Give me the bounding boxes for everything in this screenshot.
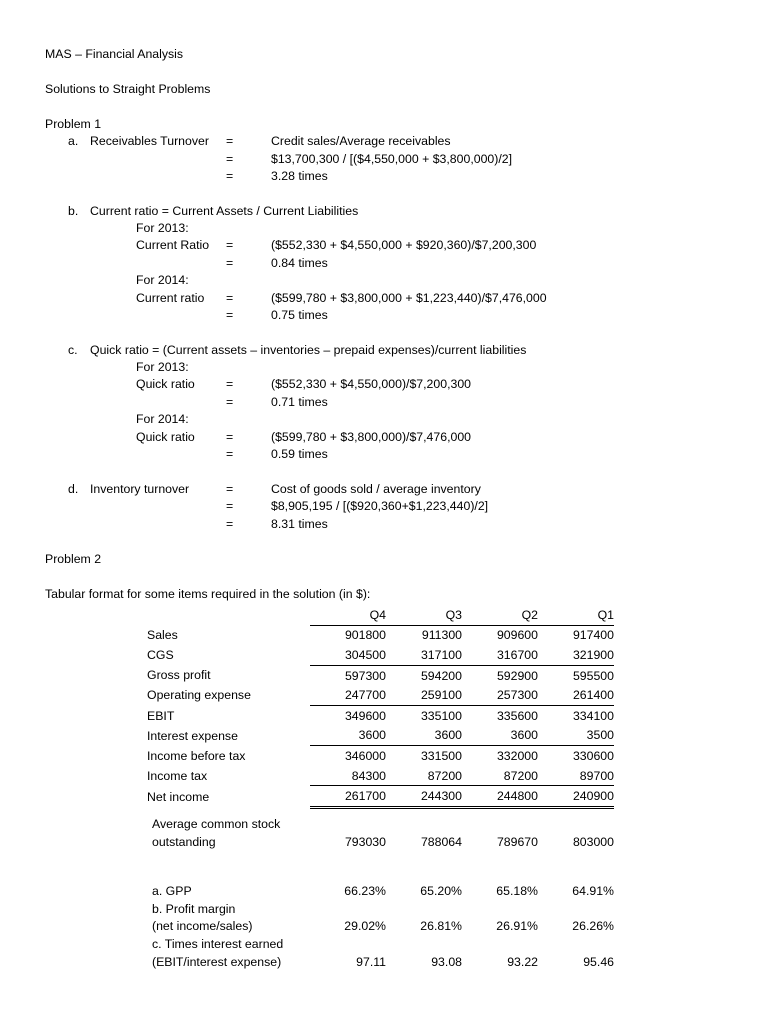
ratio-profit-margin-label-2: (net income/sales) [152,919,253,933]
item-b-year1-label: For 2013: [136,221,189,235]
table-row [147,746,614,766]
cell: 244300 [386,786,462,808]
ratio-tie-label-2: (EBIT/interest expense) [152,955,282,969]
cell: 3600 [386,726,462,746]
item-d-line-3: 8.31 times [271,517,328,531]
ratio-tie-q2: 93.22 [507,955,538,969]
cell: 597300 [344,668,386,683]
equals-sign: = [226,499,234,513]
cell: 257300 [462,685,538,705]
row-label: Income before tax [147,748,246,763]
cell: 87200 [386,766,462,786]
ratio-profit-margin-q4: 29.02% [344,919,386,933]
item-c-year1-line-1: ($552,330 + $4,550,000)/$7,200,300 [271,377,471,391]
ratio-gpp-q1: 64.91% [572,884,614,898]
cell: 3600 [310,726,386,746]
equals-sign: = [226,447,234,461]
cell: 87200 [462,766,538,786]
row-label: Net income [147,789,210,804]
ratio-tie-q1: 95.46 [583,955,614,969]
ratio-profit-margin-q1: 26.26% [572,919,614,933]
ratio-profit-margin-q2: 26.91% [496,919,538,933]
cell: 259100 [386,685,462,705]
item-c-year2-line-1: ($599,780 + $3,800,000)/$7,476,000 [271,430,471,444]
ratio-gpp-q3: 65.20% [420,884,462,898]
problem2-intro: Tabular format for some items required in the solution (in $): [45,587,371,601]
ratio-gpp-q2: 65.18% [496,884,538,898]
cell: 332000 [496,748,538,763]
cell: 317100 [386,645,462,665]
avg-stock-label-1: Average common stock [152,817,281,831]
item-d-label: Inventory turnover [90,482,190,496]
equals-sign: = [226,169,234,183]
income-table [147,605,614,809]
item-b-year1-name: Current Ratio [136,238,210,252]
cell: 244800 [462,786,538,808]
cell: 240900 [538,786,614,808]
cell: 321900 [538,645,614,665]
item-b-letter: b. [68,204,79,218]
cell: 335100 [420,708,462,723]
problem2-heading: Problem 2 [45,552,102,566]
item-a-label: Receivables Turnover [90,134,209,148]
row-label: Sales [147,628,178,643]
ratio-tie-q3: 93.08 [431,955,462,969]
row-label: CGS [147,648,174,663]
table-row [147,786,614,808]
row-label: Operating expense [147,688,251,703]
cell: 594200 [420,668,462,683]
cell: 247700 [310,685,386,705]
ratio-gpp-q4: 66.23% [344,884,386,898]
cell: 89700 [538,766,614,786]
column-header: Q3 [445,607,462,622]
table-row [147,766,614,786]
item-c-year1-label: For 2013: [136,360,189,374]
item-b-year1-line-1: ($552,330 + $4,550,000 + $920,360)/$7,200,300 [271,238,537,252]
document-subtitle: Solutions to Straight Problems [45,82,211,96]
item-c-year1-name: Quick ratio [136,377,195,391]
cell: 3600 [462,726,538,746]
cell: 349600 [344,708,386,723]
ratio-gpp-label: a. GPP [152,884,192,898]
avg-stock-value-q3: 788064 [420,835,462,849]
equals-sign: = [226,517,234,531]
equals-sign: = [226,482,234,496]
document-title: MAS – Financial Analysis [45,47,184,61]
column-header: Q2 [521,607,538,622]
item-c-year2-line-2: 0.59 times [271,447,328,461]
cell: 261700 [310,786,386,808]
item-b-year2-name: Current ratio [136,291,205,305]
item-d-letter: d. [68,482,79,496]
item-a-line-1: Credit sales/Average receivables [271,134,451,148]
item-b-year2-label: For 2014: [136,273,189,287]
ratio-tie-label-1: c. Times interest earned [152,937,284,951]
equals-sign: = [226,308,234,322]
item-b-year2-line-2: 0.75 times [271,308,328,322]
equals-sign: = [226,377,234,391]
cell: 917400 [538,625,614,645]
ratio-profit-margin-q3: 26.81% [420,919,462,933]
equals-sign: = [226,395,234,409]
column-header: Q4 [369,607,386,622]
item-a-letter: a. [68,134,79,148]
equals-sign: = [226,256,234,270]
avg-stock-value-q1: 803000 [572,835,614,849]
item-c-year2-name: Quick ratio [136,430,195,444]
avg-stock-label-2: outstanding [152,835,216,849]
row-label: Interest expense [147,728,238,743]
row-label: Gross profit [147,668,211,683]
item-a-line-3: 3.28 times [271,169,328,183]
cell: 909600 [462,625,538,645]
table-row [147,685,614,705]
item-b-year2-line-1: ($599,780 + $3,800,000 + $1,223,440)/$7,476,000 [271,291,547,305]
ratio-tie-q4: 97.11 [356,955,386,969]
cell: 3500 [538,726,614,746]
item-c-year2-label: For 2014: [136,412,189,426]
cell: 592900 [496,668,538,683]
cell: 316700 [462,645,538,665]
cell: 901800 [310,625,386,645]
cell: 331500 [420,748,462,763]
table-row [147,705,614,725]
table-row [147,665,614,685]
row-label: Income tax [147,768,208,783]
cell: 346000 [344,748,386,763]
table-header-row [147,605,614,625]
cell: 330600 [572,748,614,763]
cell: 261400 [538,685,614,705]
column-header: Q1 [597,607,614,622]
problem1-heading: Problem 1 [45,117,102,131]
table-row [147,726,614,746]
item-d-line-1: Cost of goods sold / average inventory [271,482,481,496]
cell: 595500 [572,668,614,683]
equals-sign: = [226,291,234,305]
item-a-line-2: $13,700,300 / [($4,550,000 + $3,800,000)/2] [271,152,513,166]
item-b-heading: Current ratio = Current Assets / Current Liabilities [90,204,359,218]
cell: 911300 [386,625,462,645]
item-c-letter: c. [68,343,78,357]
table-row [147,625,614,645]
ratio-profit-margin-label-1: b. Profit margin [152,902,236,916]
table-row [147,645,614,665]
equals-sign: = [226,238,234,252]
equals-sign: = [226,134,234,148]
row-label: EBIT [147,708,175,723]
equals-sign: = [226,430,234,444]
cell: 335600 [496,708,538,723]
cell: 84300 [310,766,386,786]
cell: 334100 [572,708,614,723]
item-c-heading: Quick ratio = (Current assets – inventories – prepaid expenses)/current liabilities [90,343,527,357]
avg-stock-value-q2: 789670 [496,835,538,849]
equals-sign: = [226,152,234,166]
item-c-year1-line-2: 0.71 times [271,395,328,409]
cell: 304500 [310,645,386,665]
item-d-line-2: $8,905,195 / [($920,360+$1,223,440)/2] [271,499,489,513]
item-b-year1-line-2: 0.84 times [271,256,328,270]
avg-stock-value-q4: 793030 [344,835,386,849]
